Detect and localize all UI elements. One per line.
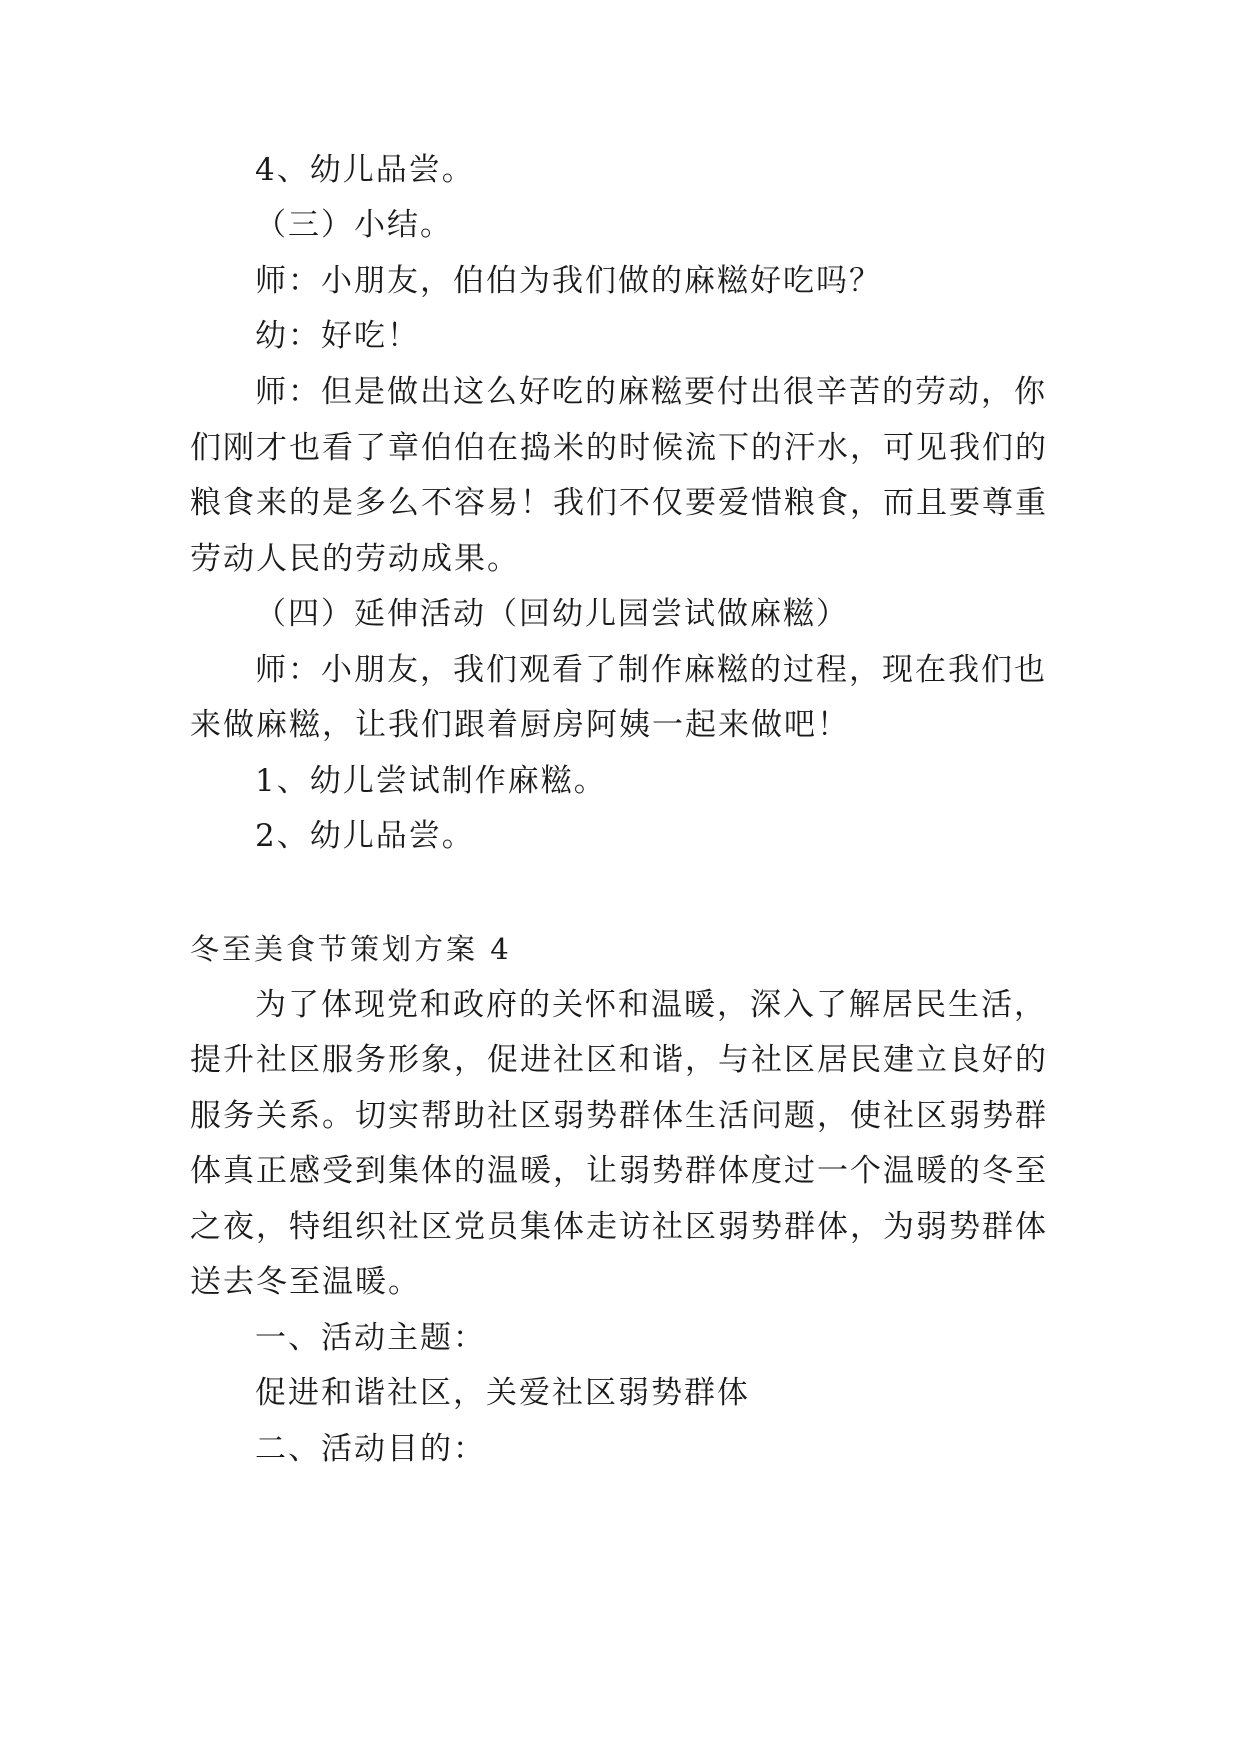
dialogue-child-answer: 幼：好吃！ [255,318,420,354]
intro-paragraph-line-3: 服务关系。切实帮助社区弱势群体生活问题，使社区弱势群 [190,1098,1048,1134]
extension-heading: （四）延伸活动（回幼儿园尝试做麻糍） [255,596,849,632]
intro-paragraph-line-4: 体真正感受到集体的温暖，让弱势群体度过一个温暖的冬至 [190,1153,1048,1189]
extension-paragraph-line-1: 师：小朋友，我们观看了制作麻糍的过程，现在我们也 [255,652,1047,688]
extension-paragraph-line-2: 来做麻糍，让我们跟着厨房阿姨一起来做吧！ [190,707,850,743]
extension-step-2: 2、幼儿品尝。 [255,818,475,854]
intro-paragraph-line-5: 之夜，特组织社区党员集体走访社区弱势群体，为弱势群体 [190,1209,1048,1245]
dialogue-teacher-question: 师：小朋友，伯伯为我们做的麻糍好吃吗？ [255,263,882,299]
theme-heading: 一、活动主题： [255,1320,486,1356]
extension-step-1: 1、幼儿尝试制作麻糍。 [255,763,607,799]
intro-paragraph-line-6: 送去冬至温暖。 [190,1264,421,1300]
teacher-paragraph-line-3: 粮食来的是多么不容易！我们不仅要爱惜粮食，而且要尊重 [190,485,1048,521]
summary-heading: （三）小结。 [255,207,453,243]
section-title: 冬至美食节策划方案 4 [190,932,512,966]
teacher-paragraph-line-4: 劳动人民的劳动成果。 [190,541,520,577]
intro-paragraph-line-2: 提升社区服务形象，促进社区和谐，与社区居民建立良好的 [190,1042,1048,1078]
teacher-paragraph-line-1: 师：但是做出这么好吃的麻糍要付出很辛苦的劳动，你 [255,374,1047,410]
step-4-text: 4、幼儿品尝。 [255,152,475,188]
purpose-heading: 二、活动目的： [255,1431,486,1467]
teacher-paragraph-line-2: 们刚才也看了章伯伯在捣米的时候流下的汗水，可见我们的 [190,430,1048,466]
intro-paragraph-line-1: 为了体现党和政府的关怀和温暖，深入了解居民生活， [255,987,1047,1023]
theme-text: 促进和谐社区，关爱社区弱势群体 [255,1375,750,1411]
